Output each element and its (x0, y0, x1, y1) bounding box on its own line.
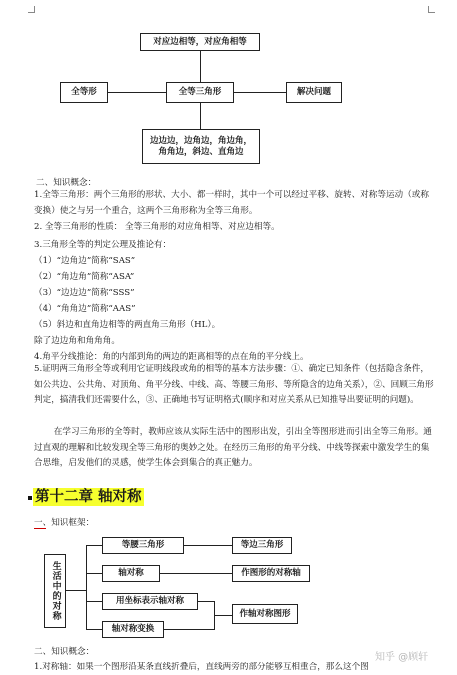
connector (86, 629, 102, 630)
section-heading-concepts: 二、知识概念： (36, 178, 97, 188)
paragraph-axis-definition: 1.对称轴：如果一个图形沿某条直线折叠后，直线两旁的部分能够互相重合，那么这个图 (34, 662, 369, 672)
diagram-box-transform: 轴对称变换 (102, 621, 164, 638)
connector (86, 601, 102, 602)
paragraph-definition (34, 188, 434, 219)
diagram-box-top: 对应边相等，对应角相等 (140, 33, 260, 51)
diagram-box-left: 全等形 (60, 82, 108, 103)
watermark: 知乎 @顾轩 (375, 652, 429, 663)
connector (86, 573, 102, 574)
connector (234, 92, 286, 93)
diagram-box-center: 全等三角形 (166, 82, 234, 103)
connector (66, 590, 86, 591)
paragraph-text: 5.证明两三角形全等或利用它证明线段或角的相等的基本方法步骤：①、确定已知条件（包括隐含条件，如公共边、公共角、对顶角、角平分线、中线、高、等腰三角形、等所隐含的边角关系），②、回顾三角形判定，搞清我们还需要什么，③、正确地书写证明格式(顺序和对应关系从已知推导出要证明的问题)。 (34, 364, 434, 405)
diagram-box-bottom (142, 129, 260, 164)
diagram-box-right: 解决问题 (286, 82, 342, 103)
paragraph-teaching (34, 425, 434, 472)
diagram-box-draw-figure: 作轴对称图形 (232, 604, 298, 624)
connector (160, 573, 232, 574)
diagram-side-label (44, 554, 66, 628)
connector (200, 51, 201, 82)
diagram-box-bottom-line1: 边边边，边角边，角边角， (149, 135, 252, 146)
criteria-item: （1）“边角边”简称“SAS” (34, 256, 136, 266)
connector (198, 601, 214, 602)
criteria-item: （2）“角边角”简称“ASA” (34, 272, 135, 282)
section-heading-concepts-2: 二、知识概念： (34, 647, 95, 657)
paragraph-property: 2. 全等三角形的性质： 全等三角形的对应角相等、对应边相等。 (34, 222, 280, 232)
heading-underline (34, 528, 46, 529)
paragraph-criteria-intro: 3.三角形全等的判定公理及推论有： (34, 240, 172, 250)
connector (184, 545, 232, 546)
paragraph-text: 在学习三角形的全等时，教师应该从实际生活中的图形出发，引出全等图形进而引出全等三角形。通过直观的理解和比较发现全等三角形的奥妙之处。在经历三角形的角平分线、中线等探索中激发学生的集合思维，启发他们的灵感，使学生体会到集合的真正魅力。 (34, 427, 432, 468)
section-heading-framework (34, 516, 94, 528)
diagram-box-axis-symmetry: 轴对称 (102, 565, 160, 582)
chapter-bullet (28, 496, 32, 500)
criteria-item: （5）斜边和直角边相等的两直角三角形（HL）。 (34, 320, 221, 330)
diagram-box-draw-axis: 作图形的对称轴 (232, 565, 310, 582)
connector (164, 629, 214, 630)
paragraph-exceptions: 除了边边角和角角角。 (34, 336, 120, 346)
connector (86, 545, 87, 629)
connector (214, 615, 232, 616)
page-corner-mark (428, 6, 435, 13)
criteria-item: （4）“角角边”简称“AAS” (34, 304, 136, 314)
heading-text: 一、知识框架： (34, 518, 95, 528)
connector (86, 545, 102, 546)
page-corner-mark (28, 6, 35, 13)
criteria-item: （3）“边边边”简称“SSS” (34, 288, 135, 298)
diagram-box-isosceles: 等腰三角形 (102, 537, 184, 554)
chapter-title: 第十二章 轴对称 (35, 488, 142, 505)
side-label-text: 生活中的对称 (50, 561, 61, 621)
paragraph-text: 1.全等三角形：两个三角形的形状、大小、都一样时，其中一个可以经过平移、旋转、对称等运动（或称变换）使之与另一个重合，这两个三角形称为全等三角形。 (34, 190, 429, 216)
diagram-box-equilateral: 等边三角形 (232, 537, 292, 554)
connector (200, 103, 201, 129)
connector (108, 92, 166, 93)
paragraph-bisector: 4.角平分线推论：角的内部到角的两边的距离相等的点在角的平分线上。 (34, 352, 309, 362)
paragraph-proof-steps (34, 362, 434, 409)
diagram-box-bottom-line2: 角角边，斜边、直角边 (158, 146, 244, 157)
diagram-box-coordinates: 用坐标表示轴对称 (102, 593, 198, 610)
